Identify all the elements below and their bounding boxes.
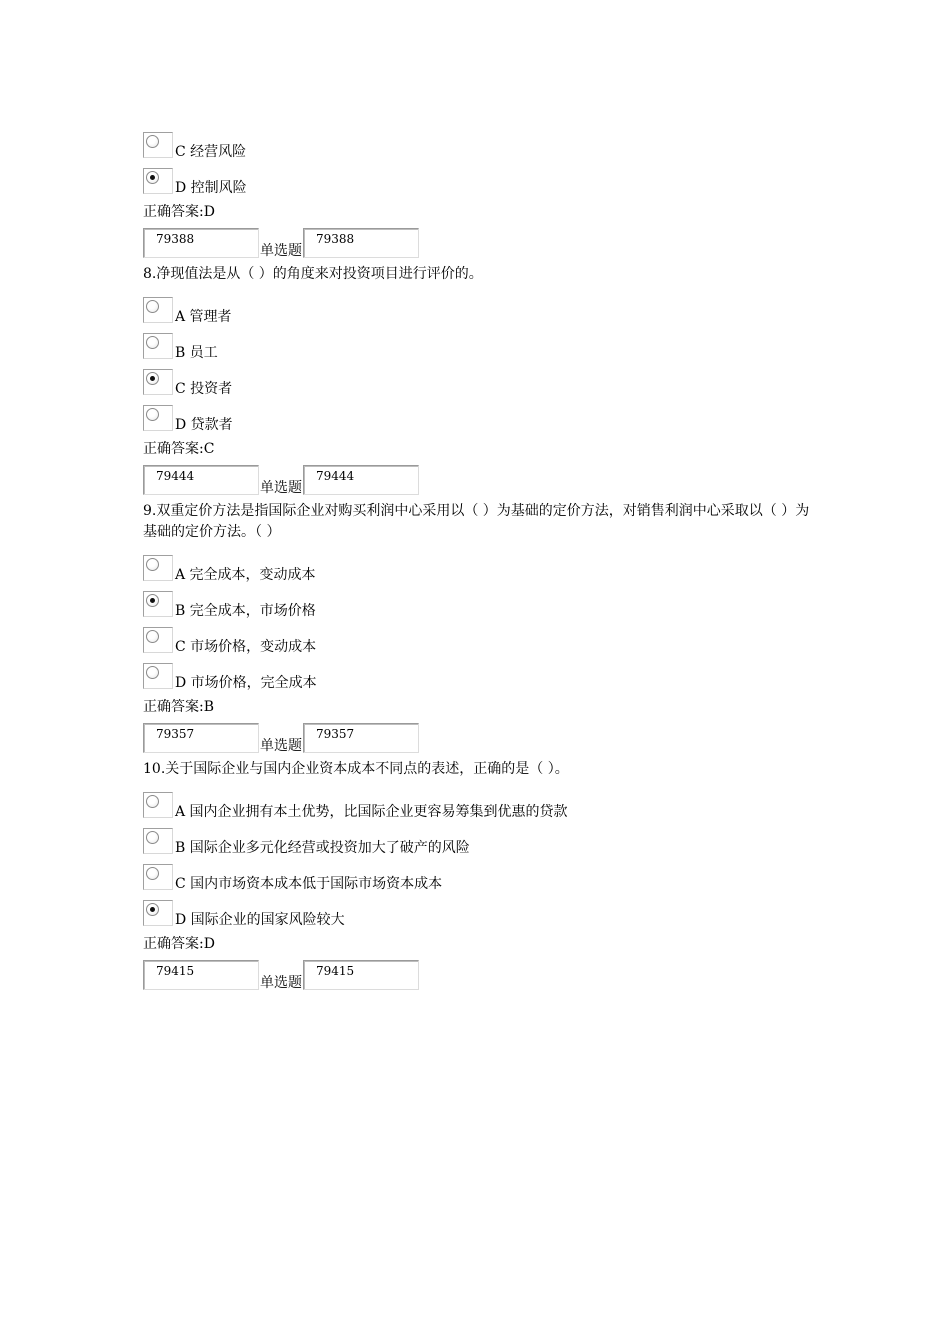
option-item[interactable]: [143, 132, 823, 158]
option-list: [143, 555, 823, 689]
option-label: A 管理者: [175, 309, 232, 325]
option-item[interactable]: [143, 297, 823, 323]
radio-frame[interactable]: [143, 369, 173, 395]
radio-button[interactable]: [146, 408, 159, 421]
question-text: 8.净现值法是从（ ）的角度来对投资项目进行评价的。: [143, 266, 483, 282]
option-list: [143, 132, 823, 194]
radio-frame[interactable]: [143, 900, 173, 926]
id-field-row: [143, 723, 823, 753]
radio-button[interactable]: [146, 372, 159, 385]
question-block: [143, 132, 823, 258]
radio-frame[interactable]: [143, 591, 173, 617]
radio-button[interactable]: [146, 903, 159, 916]
question-id-field-right[interactable]: 79415: [303, 960, 419, 990]
id-field-row: [143, 228, 823, 258]
correct-answer: 正确答案:B: [143, 699, 215, 715]
question-id-field-right[interactable]: 79388: [303, 228, 419, 258]
question-block: [143, 501, 823, 753]
question-type-label: 单选题: [260, 738, 302, 754]
radio-button[interactable]: [146, 867, 159, 880]
option-label: D 市场价格，完全成本: [175, 675, 317, 691]
id-field-row: [143, 960, 823, 990]
radio-button[interactable]: [146, 336, 159, 349]
correct-answer: 正确答案:D: [143, 204, 215, 220]
radio-frame[interactable]: [143, 792, 173, 818]
radio-frame[interactable]: [143, 132, 173, 158]
question-block: [143, 264, 823, 495]
option-item[interactable]: [143, 405, 823, 431]
radio-button[interactable]: [146, 594, 159, 607]
correct-answer: 正确答案:D: [143, 936, 215, 952]
option-list: [143, 297, 823, 431]
option-list: [143, 792, 823, 926]
option-item[interactable]: [143, 369, 823, 395]
radio-button[interactable]: [146, 630, 159, 643]
question-id-field-left[interactable]: 79388: [143, 228, 259, 258]
radio-frame[interactable]: [143, 663, 173, 689]
question-text: 9.双重定价方法是指国际企业对购买利润中心采用以（ ）为基础的定价方法，对销售利润中心采取以（ ）为基础的定价方法。（ ）: [143, 503, 810, 540]
radio-button[interactable]: [146, 558, 159, 571]
radio-frame[interactable]: [143, 828, 173, 854]
radio-frame[interactable]: [143, 627, 173, 653]
radio-frame[interactable]: [143, 555, 173, 581]
radio-frame[interactable]: [143, 168, 173, 194]
question-id-field-right[interactable]: 79444: [303, 465, 419, 495]
option-item[interactable]: [143, 828, 823, 854]
option-item[interactable]: [143, 591, 823, 617]
option-label: A 国内企业拥有本土优势，比国际企业更容易筹集到优惠的贷款: [175, 804, 568, 820]
radio-button[interactable]: [146, 171, 159, 184]
question-id-field-left[interactable]: 79415: [143, 960, 259, 990]
radio-frame[interactable]: [143, 864, 173, 890]
id-field-row: [143, 465, 823, 495]
radio-frame[interactable]: [143, 333, 173, 359]
question-type-label: 单选题: [260, 243, 302, 259]
option-label: B 国际企业多元化经营或投资加大了破产的风险: [175, 840, 470, 856]
option-label: A 完全成本，变动成本: [175, 567, 316, 583]
option-label: C 经营风险: [175, 144, 247, 160]
option-label: D 国际企业的国家风险较大: [175, 912, 345, 928]
option-label: B 完全成本，市场价格: [175, 603, 316, 619]
option-label: C 投资者: [175, 381, 233, 397]
option-label: D 控制风险: [175, 180, 247, 196]
question-id-field-left[interactable]: 79357: [143, 723, 259, 753]
question-id-field-right[interactable]: 79357: [303, 723, 419, 753]
radio-frame[interactable]: [143, 297, 173, 323]
option-item[interactable]: [143, 663, 823, 689]
option-item[interactable]: [143, 333, 823, 359]
option-label: C 市场价格，变动成本: [175, 639, 317, 655]
option-item[interactable]: [143, 900, 823, 926]
question-type-label: 单选题: [260, 480, 302, 496]
question-block: [143, 759, 823, 990]
radio-frame[interactable]: [143, 405, 173, 431]
question-list: [143, 120, 823, 990]
option-item[interactable]: [143, 555, 823, 581]
option-item[interactable]: [143, 627, 823, 653]
option-label: D 贷款者: [175, 417, 233, 433]
question-type-label: 单选题: [260, 975, 302, 991]
radio-button[interactable]: [146, 795, 159, 808]
question-id-field-left[interactable]: 79444: [143, 465, 259, 495]
option-item[interactable]: [143, 168, 823, 194]
option-label: B 员工: [175, 345, 218, 361]
question-text: 10.关于国际企业与国内企业资本成本不同点的表述，正确的是（ ）。: [143, 761, 569, 777]
radio-button[interactable]: [146, 831, 159, 844]
option-item[interactable]: [143, 864, 823, 890]
radio-button[interactable]: [146, 666, 159, 679]
radio-button[interactable]: [146, 135, 159, 148]
radio-button[interactable]: [146, 300, 159, 313]
option-label: C 国内市场资本成本低于国际市场资本成本: [175, 876, 443, 892]
correct-answer: 正确答案:C: [143, 441, 215, 457]
option-item[interactable]: [143, 792, 823, 818]
